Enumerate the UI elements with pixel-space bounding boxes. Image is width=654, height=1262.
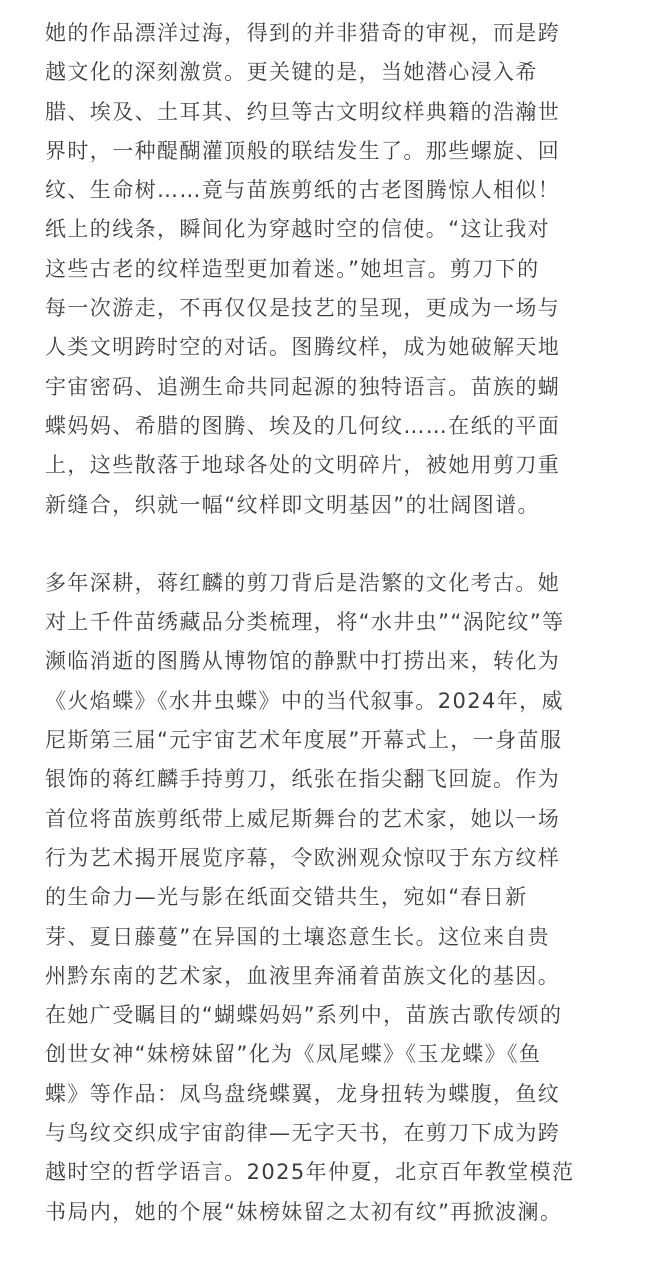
text-line: 州黔东南的艺术家，血液里奔涌着苗族文化的基因。 bbox=[45, 963, 561, 988]
text-line: 银饰的蒋红麟手持剪刀，纸张在指尖翻飞回旋。作为 bbox=[45, 767, 561, 792]
text-line: 越文化的深刻激赏。更关键的是，当她潜心浸入希 bbox=[45, 60, 538, 85]
text-line: 行为艺术揭开展览序幕，令欧洲观众惊叹于东方纹样 bbox=[45, 845, 561, 870]
text-line: 腊、埃及、土耳其、约旦等古文明纹样典籍的浩瀚世 bbox=[45, 99, 561, 124]
text-line: 与鸟纹交织成宇宙韵律—无字天书，在剪刀下成为跨 bbox=[45, 1121, 561, 1146]
paragraph-cultural-resonance bbox=[45, 14, 609, 525]
text-line: 蝶》等作品：凤鸟盘绕蝶翼，龙身扭转为蝶腹，鱼纹 bbox=[45, 1081, 561, 1106]
text-line: 这些古老的纹样造型更加着迷。”她坦言。剪刀下的 bbox=[45, 256, 540, 281]
text-line: 的生命力—光与影在纸面交错共生，宛如“春日新 bbox=[45, 885, 528, 910]
text-line: 人类文明跨时空的对话。图腾纹样，成为她破解天地 bbox=[45, 335, 561, 360]
text-line: 书局内，她的个展“妹榜妹留之太初有纹”再掀波澜。 bbox=[45, 1199, 563, 1224]
article-body bbox=[45, 14, 609, 1232]
text-line: 濒临消逝的图腾从博物馆的静默中打捞出来，转化为 bbox=[45, 649, 561, 674]
text-line: 芽、夏日藤蔓”在异国的土壤恣意生长。这位来自贵 bbox=[45, 924, 551, 949]
text-line: 宇宙密码、追溯生命共同起源的独特语言。苗族的蝴 bbox=[45, 374, 561, 399]
text-line: 多年深耕，蒋红麟的剪刀背后是浩繁的文化考古。她 bbox=[45, 570, 561, 595]
text-line: 对上千件苗绣藏品分类梳理，将“水井虫”“涡陀纹”等 bbox=[45, 610, 565, 635]
text-line: 纹、生命树……竟与苗族剪纸的古老图腾惊人相似！ bbox=[45, 178, 561, 203]
text-line: 创世女神“妹榜妹留”化为《凤尾蝶》《玉龙蝶》《鱼 bbox=[45, 1042, 542, 1067]
text-line: 越时空的哲学语言。2025年仲夏，北京百年教堂模范 bbox=[45, 1160, 575, 1185]
text-line: 首位将苗族剪纸带上威尼斯舞台的艺术家，她以一场 bbox=[45, 806, 561, 831]
text-line: 新缝合，织就一幅“纹样即文明基因”的壮阔图谱。 bbox=[45, 492, 540, 517]
text-line: 尼斯第三届“元宇宙艺术年度展”开幕式上，一身苗服 bbox=[45, 728, 563, 753]
text-line: 每一次游走，不再仅仅是技艺的呈现，更成为一场与 bbox=[45, 296, 561, 321]
paragraph-cultural-archaeology bbox=[45, 564, 609, 1232]
text-line: 《火焰蝶》《水井虫蝶》中的当代叙事。2024年，威 bbox=[45, 688, 564, 713]
text-line: 她的作品漂洋过海，得到的并非猎奇的审视，而是跨 bbox=[45, 21, 561, 45]
text-line: 蝶妈妈、希腊的图腾、埃及的几何纹……在纸的平面 bbox=[45, 413, 561, 438]
text-line: 纸上的线条，瞬间化为穿越时空的信使。“这让我对 bbox=[45, 217, 551, 242]
text-line: 界时，一种醍醐灌顶般的联结发生了。那些螺旋、回 bbox=[45, 138, 561, 163]
text-line: 上，这些散落于地球各处的文明碎片，被她用剪刀重 bbox=[45, 453, 561, 478]
text-line: 在她广受瞩目的“蝴蝶妈妈”系列中，苗族古歌传颂的 bbox=[45, 1003, 563, 1028]
